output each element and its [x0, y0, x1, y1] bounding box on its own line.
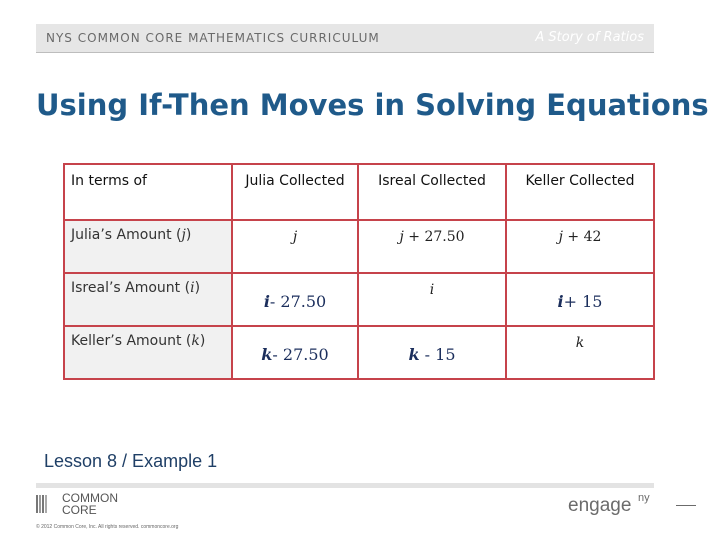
cell-expression: - 27.50 [269, 292, 327, 311]
cell-variable: k [408, 345, 420, 364]
corner-text: In terms of [71, 173, 147, 189]
row-label-close: ) [199, 333, 206, 349]
cell-isreal-isreal [358, 273, 506, 326]
table-row-isreal [64, 273, 654, 326]
row-label-variable: k [191, 333, 200, 349]
cell-julia-julia [232, 220, 358, 273]
row-label-keller [64, 326, 232, 379]
column-header-isreal [358, 164, 506, 220]
corner-header [64, 164, 232, 220]
cell-isreal-julia [232, 273, 358, 326]
common-core-logo-icon [36, 495, 48, 513]
cell-isreal-keller [506, 273, 654, 326]
column-header-text: Keller Collected [525, 173, 635, 189]
cell-expression: + 15 [563, 292, 603, 311]
footer-dash [676, 505, 696, 506]
cell-expression: + 42 [562, 229, 602, 245]
cell-variable: k [575, 335, 585, 351]
cell-expression: - 27.50 [272, 345, 329, 364]
story-label: A Story of Ratios [535, 30, 644, 45]
column-header-julia [232, 164, 358, 220]
common-core-line1: COMMON [62, 491, 118, 505]
curriculum-label: NYS COMMON CORE MATHEMATICS CURRICULUM [46, 31, 380, 45]
engageny-wordmark: engage [568, 495, 632, 516]
copyright-text: © 2012 Common Core, Inc. All rights reserved. commoncore.org [36, 524, 179, 530]
row-label-variable: j [181, 227, 186, 243]
cell-variable: j [558, 229, 563, 245]
table-row-keller [64, 326, 654, 379]
table-row-julia [64, 220, 654, 273]
table-header-row [64, 164, 654, 220]
footer-divider [36, 483, 654, 488]
header-bar [36, 24, 654, 53]
cell-expression: - 15 [419, 345, 456, 364]
row-label-julia [64, 220, 232, 273]
row-label-close: ) [185, 227, 192, 243]
cell-expression: + 27.50 [403, 229, 465, 245]
row-label-variable: i [190, 280, 195, 296]
cell-julia-keller [506, 220, 654, 273]
cell-variable: i [557, 292, 564, 311]
slide-title: Using If-Then Moves in Solving Equations [36, 88, 709, 122]
row-label-text: Isreal’s Amount ( [71, 280, 191, 296]
column-header-keller [506, 164, 654, 220]
row-label-text: Julia’s Amount ( [71, 227, 182, 243]
cell-variable: i [263, 292, 270, 311]
cell-keller-julia [232, 326, 358, 379]
cell-keller-keller [506, 326, 654, 379]
row-label-isreal [64, 273, 232, 326]
expressions-table [63, 163, 655, 380]
cell-variable: j [399, 229, 404, 245]
column-header-text: Isreal Collected [378, 173, 486, 189]
common-core-line2: CORE [62, 503, 97, 517]
cell-variable: i [429, 282, 435, 298]
column-header-text: Julia Collected [245, 173, 345, 189]
cell-julia-isreal [358, 220, 506, 273]
row-label-text: Keller’s Amount ( [71, 333, 192, 349]
engageny-superscript: ny [638, 492, 650, 504]
common-core-wordmark [62, 492, 118, 516]
cell-variable: k [261, 345, 273, 364]
cell-variable: j [292, 229, 298, 245]
cell-keller-isreal [358, 326, 506, 379]
row-label-close: ) [194, 280, 201, 296]
lesson-label: Lesson 8 / Example 1 [44, 451, 218, 471]
